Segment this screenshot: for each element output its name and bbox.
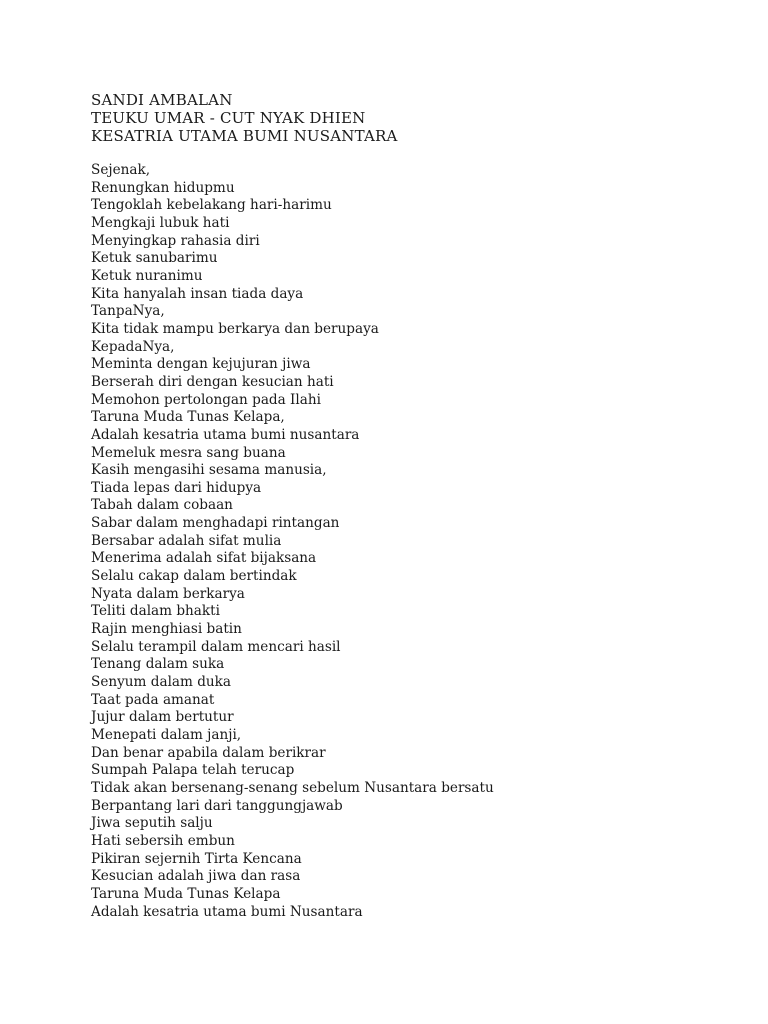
- poem-line: Selalu terampil dalam mencari hasil: [91, 638, 341, 655]
- document-title: [91, 91, 731, 145]
- poem-line: Memeluk mesra sang buana: [91, 444, 286, 461]
- poem-line: Menepati dalam janji,: [91, 727, 242, 743]
- poem-line: Hati sebersih embun: [91, 832, 235, 849]
- poem-line: Taruna Muda Tunas Kelapa,: [91, 409, 285, 426]
- poem-line: Meminta dengan kejujuran jiwa: [91, 356, 311, 373]
- poem-line: Taat pada amanat: [91, 691, 215, 708]
- poem-line: Senyum dalam duka: [91, 674, 232, 691]
- poem-line: Bersabar adalah sifat mulia: [91, 532, 282, 549]
- poem-line: Taruna Muda Tunas Kelapa: [91, 885, 281, 902]
- title-line: SANDI AMBALAN: [91, 91, 233, 109]
- document-content: [91, 91, 731, 921]
- poem-line: KepadaNya,: [91, 338, 175, 355]
- poem-line: Adalah kesatria utama bumi Nusantara: [91, 903, 363, 920]
- poem-line: Ketuk nuranimu: [91, 267, 203, 284]
- poem-line: Sumpah Palapa telah terucap: [91, 762, 295, 779]
- poem-line: Menerima adalah sifat bijaksana: [91, 550, 317, 567]
- poem-line: Nyata dalam berkarya: [91, 585, 245, 602]
- poem-body: [91, 162, 731, 921]
- poem-line: Tenang dalam suka: [91, 656, 225, 673]
- poem-line: Selalu cakap dalam bertindak: [91, 568, 297, 585]
- title-line: TEUKU UMAR - CUT NYAK DHIEN: [91, 109, 366, 127]
- poem-line: Berserah diri dengan kesucian hati: [91, 373, 334, 390]
- title-line: KESATRIA UTAMA BUMI NUSANTARA: [91, 127, 398, 145]
- poem-line: Ketuk sanubarimu: [91, 250, 218, 267]
- poem-line: Jujur dalam bertutur: [91, 709, 234, 726]
- poem-line: Tabah dalam cobaan: [91, 497, 233, 514]
- poem-line: Kita tidak mampu berkarya dan berupaya: [91, 320, 379, 337]
- poem-line: Teliti dalam bhakti: [91, 603, 220, 620]
- poem-line: Sabar dalam menghadapi rintangan: [91, 515, 340, 532]
- poem-line: TanpaNya,: [91, 303, 165, 320]
- poem-line: Jiwa seputih salju: [91, 815, 213, 832]
- poem-line: Sejenak,: [91, 162, 151, 178]
- poem-line: Rajin menghiasi batin: [91, 621, 242, 638]
- poem-line: Kita hanyalah insan tiada daya: [91, 285, 304, 302]
- poem-line: Kasih mengasihi sesama manusia,: [91, 462, 327, 479]
- poem-line: Memohon pertolongan pada Ilahi: [91, 391, 321, 408]
- poem-line: Tengoklah kebelakang hari-harimu: [91, 197, 332, 214]
- poem-line: Tidak akan bersenang-senang sebelum Nusantara bersatu: [91, 779, 494, 796]
- poem-line: Menyingkap rahasia diri: [91, 232, 260, 249]
- poem-line: Renungkan hidupmu: [91, 179, 235, 196]
- poem-line: Pikiran sejernih Tirta Kencana: [91, 850, 302, 867]
- poem-line: Tiada lepas dari hidupya: [91, 479, 262, 496]
- poem-line: Kesucian adalah jiwa dan rasa: [91, 868, 301, 885]
- poem-line: Mengkaji lubuk hati: [91, 214, 230, 231]
- poem-line: Adalah kesatria utama bumi nusantara: [91, 426, 360, 443]
- poem-line: Berpantang lari dari tanggungjawab: [91, 797, 343, 814]
- poem-line: Dan benar apabila dalam berikrar: [91, 744, 326, 761]
